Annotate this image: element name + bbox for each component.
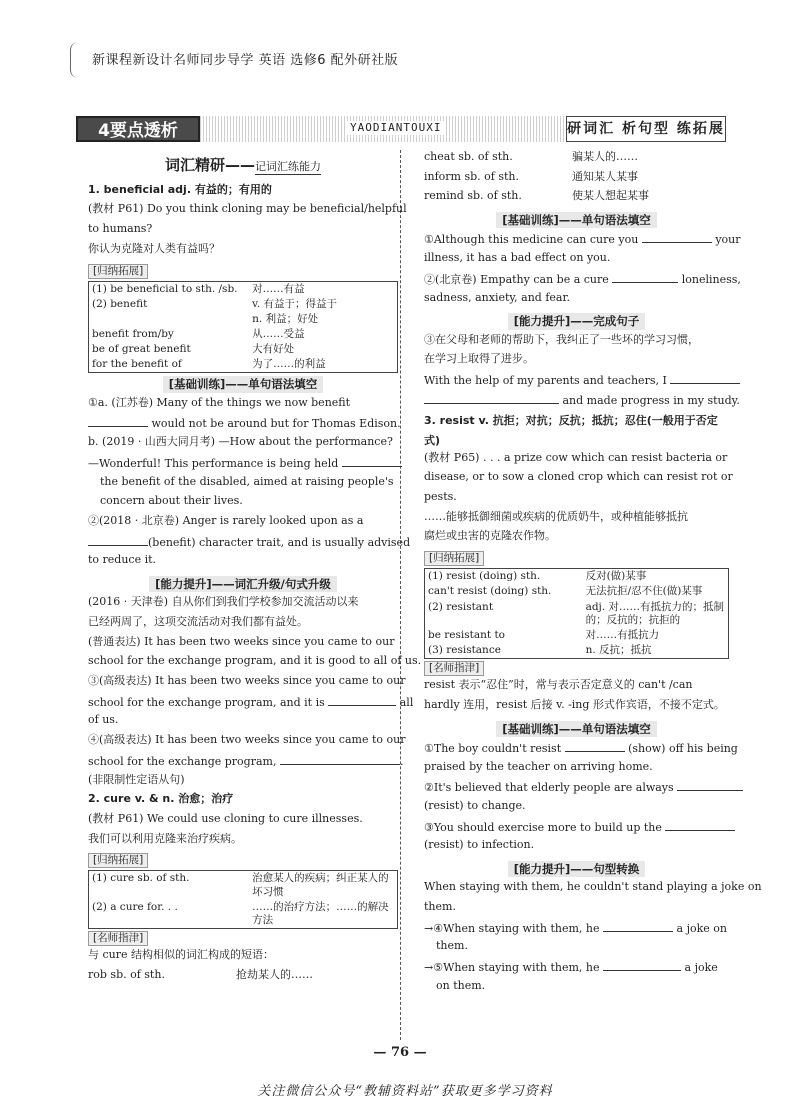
exercise-line: (resist) to infection.: [424, 838, 535, 852]
vocab-title-main: 词汇精研: [164, 156, 225, 174]
summary-label: [归纳拓展]: [88, 853, 148, 868]
exercise-line: —Wonderful! This performance is being held: [88, 455, 398, 475]
exercise-line: ①a. (江苏卷) Many of the things we now benefit: [88, 395, 351, 409]
exercise-line: on them.: [436, 978, 486, 992]
header-bracket: [70, 42, 81, 78]
exercise-line: 已经两周了，这项交流活动对我们都有益处。: [88, 615, 308, 628]
exercise-line: ①Although this medicine can cure you your: [424, 233, 741, 247]
exercise-line: of us.: [88, 713, 119, 727]
table-row: be of great benefit 大有好处: [92, 343, 295, 356]
exercise-line: the benefit of the disabled, aimed at raising people's: [100, 474, 394, 488]
table-row: can't resist (doing) sth. 无法抗拒/忍不住(做)某事: [428, 585, 703, 598]
footer-note: 关注微信公众号“教辅资料站”获取更多学习资料: [257, 1084, 553, 1099]
exercise-line: ③(高级表达) It has been two weeks since you came to our: [88, 674, 406, 688]
example-line: (教材 P61) Do you think cloning may be beneficial/helpful: [88, 202, 407, 216]
right-column: [424, 150, 762, 999]
table-row: for the benefit of 为了……的利益: [92, 358, 326, 371]
table-row: n. 利益；好处: [252, 312, 319, 325]
beneficial-table: [88, 281, 398, 374]
answer-blank[interactable]: [88, 415, 148, 427]
table-row: (1) cure sb. of sth. 治愈某人的疾病；纠正某人的坏习惯: [92, 872, 389, 898]
exercise-line: to reduce it.: [88, 553, 157, 567]
exercise-line: sadness, anxiety, and fear.: [424, 290, 571, 304]
answer-blank[interactable]: [677, 779, 743, 791]
answer-blank[interactable]: [328, 694, 396, 706]
answer-blank[interactable]: [342, 455, 402, 467]
phrase-pair: cheat sb. of sth. 骗某人的……: [424, 150, 638, 163]
exercise-line: praised by the teacher on arriving home.: [424, 759, 653, 773]
column-divider: [400, 150, 401, 1040]
ability-heading: [能力提升]——完成句子: [424, 313, 729, 329]
answer-blank[interactable]: [88, 534, 148, 546]
banner-subtitle: 研词汇 析句型 练拓展: [566, 116, 726, 142]
table-row: benefit from/by 从……受益: [92, 328, 305, 340]
translation-line: 腐烂或虫害的克隆农作物。: [424, 529, 556, 543]
exercise-line: With the help of my parents and teachers, I: [424, 372, 729, 392]
answer-blank[interactable]: [565, 740, 625, 752]
summary-label: [归纳拓展]: [424, 551, 484, 566]
exercise-line: (2016 · 天津卷) 自从你们到我们学校参加交流活动以来: [88, 595, 359, 609]
basic-training-heading: [基础训练]——单句语法填空: [88, 376, 398, 392]
example-line: pests.: [424, 490, 457, 504]
exercise-line: 在学习上取得了进步。: [424, 352, 534, 366]
exercise-line: ②(2018 · 北京卷) Anger is rarely looked upon as a: [88, 513, 364, 527]
phrase-pair: remind sb. of sth. 使某人想起某事: [424, 189, 649, 203]
tip-line: resist 表示“忍住”时，常与表示否定意义的 can't /can: [424, 678, 693, 692]
phrase-pair: rob sb. of sth. 抢劫某人的……: [88, 967, 313, 981]
exercise-line: school for the exchange program, and it is good to all of us.: [88, 654, 422, 668]
section-banner: [76, 116, 726, 142]
exercise-line: (resist) to change.: [424, 798, 526, 812]
example-line: to humans?: [88, 222, 153, 236]
exercise-line: concern about their lives.: [100, 494, 243, 508]
ability-heading: [能力提升]——句型转换: [424, 861, 729, 877]
exercise-line: illness, it has a bad effect on you.: [424, 251, 611, 265]
table-row: (2) resistant adj. 对……有抵抗力的；抵制的；反抗的；抗拒的: [428, 600, 724, 626]
answer-blank[interactable]: [603, 959, 681, 971]
table-row: be resistant to 对……有抵抗力: [428, 628, 660, 641]
ability-heading: [能力提升]——词汇升级/句式升级: [88, 576, 398, 592]
exercise-line: →⑤When staying with them, he a joke: [424, 961, 718, 975]
exercise-line: ③在父母和老师的帮助下，我纠正了一些坏的学习习惯，: [424, 332, 699, 346]
resist-table: [424, 568, 729, 659]
answer-blank[interactable]: [612, 271, 678, 283]
example-line: (教材 P61) We could use cloning to cure illnesses.: [88, 811, 363, 825]
vocab-section-title: 词汇精研——记词汇练能力: [164, 156, 321, 174]
answer-blank[interactable]: [603, 920, 673, 932]
basic-training-heading: [基础训练]——单句语法填空: [424, 721, 729, 737]
exercise-line: ②(北京卷) Empathy can be a cure loneliness,: [424, 272, 741, 286]
basic-training-heading: [基础训练]——单句语法填空: [424, 212, 729, 228]
exercise-line: ①The boy couldn't resist (show) off his being: [424, 741, 738, 755]
answer-blank[interactable]: [424, 392, 559, 404]
exercise-line: ④(高级表达) It has been two weeks since you came to our: [88, 733, 406, 747]
entry-resist-head: 3. resist v. 抗拒；对抗；反抗；抵抗；忍住(一般用于否定式): [424, 414, 718, 448]
exercise-line: (普通表达) It has been two weeks since you came to our: [88, 634, 395, 648]
banner-title: 4要点透析: [76, 116, 200, 142]
exercise-line: and made progress in my study.: [424, 392, 729, 412]
table-row: (1) be beneficial to sth. /sb. 对……有益: [92, 282, 305, 295]
teacher-tip-label: [名师指津]: [88, 931, 148, 946]
banner-pinyin: YAODIANTOUXI: [346, 121, 445, 135]
book-header: 新课程新设计名师同步导学 英语 选修6 配外研社版: [92, 53, 399, 68]
tip-line: hardly 连用，resist 后接 v. -ing 形式作宾语，不接不定式。: [424, 697, 725, 711]
exercise-line: school for the exchange program, .: [88, 754, 404, 768]
answer-blank[interactable]: [280, 753, 400, 765]
translation-line: 你认为克隆对人类有益吗？: [88, 241, 220, 255]
answer-blank[interactable]: [642, 231, 712, 243]
translation-line: ……能够抵御细菌或疾病的优质奶牛，或种植能够抵抗: [424, 509, 688, 523]
entry-cure-head: 2. cure v. & n. 治愈；治疗: [88, 792, 234, 806]
example-line: disease, or to sow a cloned crop which can resist rot or: [424, 470, 733, 484]
translation-line: 我们可以利用克隆来治疗疾病。: [88, 831, 242, 845]
exercise-line: ②It's believed that elderly people are always: [424, 779, 729, 799]
example-line: (教材 P65) . . . a prize cow which can resist bacteria or: [424, 450, 728, 464]
summary-label: [归纳拓展]: [88, 264, 148, 279]
vocab-title-sub: 记词汇练能力: [255, 160, 321, 173]
table-row: (2) a cure for. . . ……的治疗方法；……的解决方法: [92, 900, 389, 926]
cure-table: [88, 870, 398, 929]
exercise-line: When staying with them, he couldn't stand playing a joke on: [424, 880, 762, 894]
exercise-line: →④When staying with them, he a joke on: [424, 921, 727, 935]
entry-beneficial-head: 1. beneficial adj. 有益的；有用的: [88, 182, 272, 196]
teacher-tip-label: [名师指津]: [424, 661, 484, 676]
table-row: (2) benefit v. 有益于；得益于: [92, 297, 338, 310]
left-column: [88, 150, 422, 987]
exercise-line: (benefit) character trait, and is usually advised: [88, 534, 398, 554]
table-row: (3) resistance n. 反抗；抵抗: [428, 643, 652, 656]
tip-line: 与 cure 结构相似的词汇构成的短语：: [88, 948, 275, 961]
answer-blank[interactable]: [670, 372, 740, 384]
table-row: (1) resist (doing) sth. 反对(做)某事: [428, 570, 647, 583]
phrase-pair: inform sb. of sth. 通知某人某事: [424, 169, 638, 183]
exercise-line: (非限制性定语从句): [88, 772, 185, 786]
exercise-line: them.: [424, 900, 456, 914]
exercise-line: them.: [436, 939, 468, 953]
exercise-line: school for the exchange program, and it is all: [88, 695, 414, 709]
exercise-line: would not be around but for Thomas Edison.: [88, 415, 398, 435]
exercise-line: ③You should exercise more to build up the: [424, 819, 729, 839]
exercise-line: b. (2019 · 山西大同月考) —How about the performance?: [88, 435, 393, 449]
answer-blank[interactable]: [665, 819, 735, 831]
page-number: — 76 —: [373, 1045, 427, 1060]
